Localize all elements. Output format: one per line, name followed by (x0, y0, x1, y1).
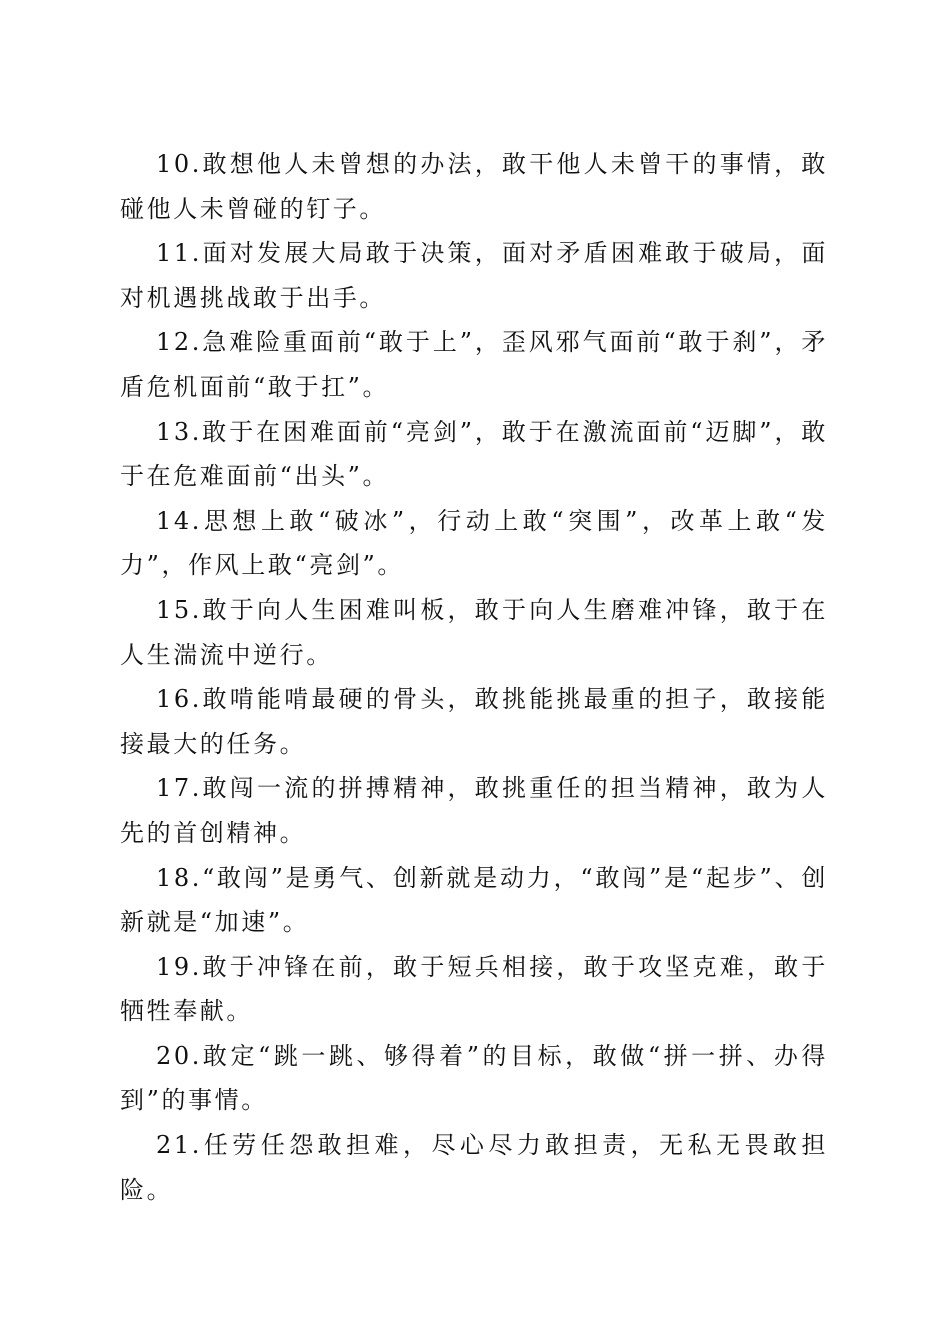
paragraph-15: 15.敢于向人生困难叫板，敢于向人生磨难冲锋，敢于在人生湍流中逆行。 (120, 595, 828, 669)
paragraph-11: 11.面对发展大局敢于决策，面对矛盾困难敢于破局，面对机遇挑战敢于出手。 (120, 239, 828, 312)
paragraph-20: 20.敢定“跳一跳、够得着”的目标，敢做“拼一拼、办得到”的事情。 (120, 1041, 828, 1115)
paragraph-17: 17.敢闯一流的拼搏精神，敢挑重任的担当精神，敢为人先的首创精神。 (120, 774, 828, 847)
paragraph-19: 19.敢于冲锋在前，敢于短兵相接，敢于攻坚克难，敢于牺牲奉献。 (120, 952, 828, 1026)
paragraph-21: 21.任劳任怨敢担难，尽心尽力敢担责，无私无畏敢担险。 (120, 1131, 828, 1204)
paragraph-14: 14.思想上敢“破冰”，行动上敢“突围”，改革上敢“发力”，作风上敢“亮剑”。 (120, 506, 828, 580)
document-body (120, 142, 828, 1212)
paragraph-10: 10.敢想他人未曾想的办法，敢干他人未曾干的事情，敢碰他人未曾碰的钉子。 (120, 150, 828, 223)
paragraph-18: 18.“敢闯”是勇气、创新就是动力，“敢闯”是“起步”、创新就是“加速”。 (120, 863, 828, 937)
paragraph-12: 12.急难险重面前“敢于上”，歪风邪气面前“敢于刹”，矛盾危机面前“敢于扛”。 (120, 328, 828, 401)
paragraph-13: 13.敢于在困难面前“亮剑”，敢于在激流面前“迈脚”，敢于在危难面前“出头”。 (120, 417, 828, 491)
paragraph-16: 16.敢啃能啃最硬的骨头，敢挑能挑最重的担子，敢接能接最大的任务。 (120, 685, 828, 758)
